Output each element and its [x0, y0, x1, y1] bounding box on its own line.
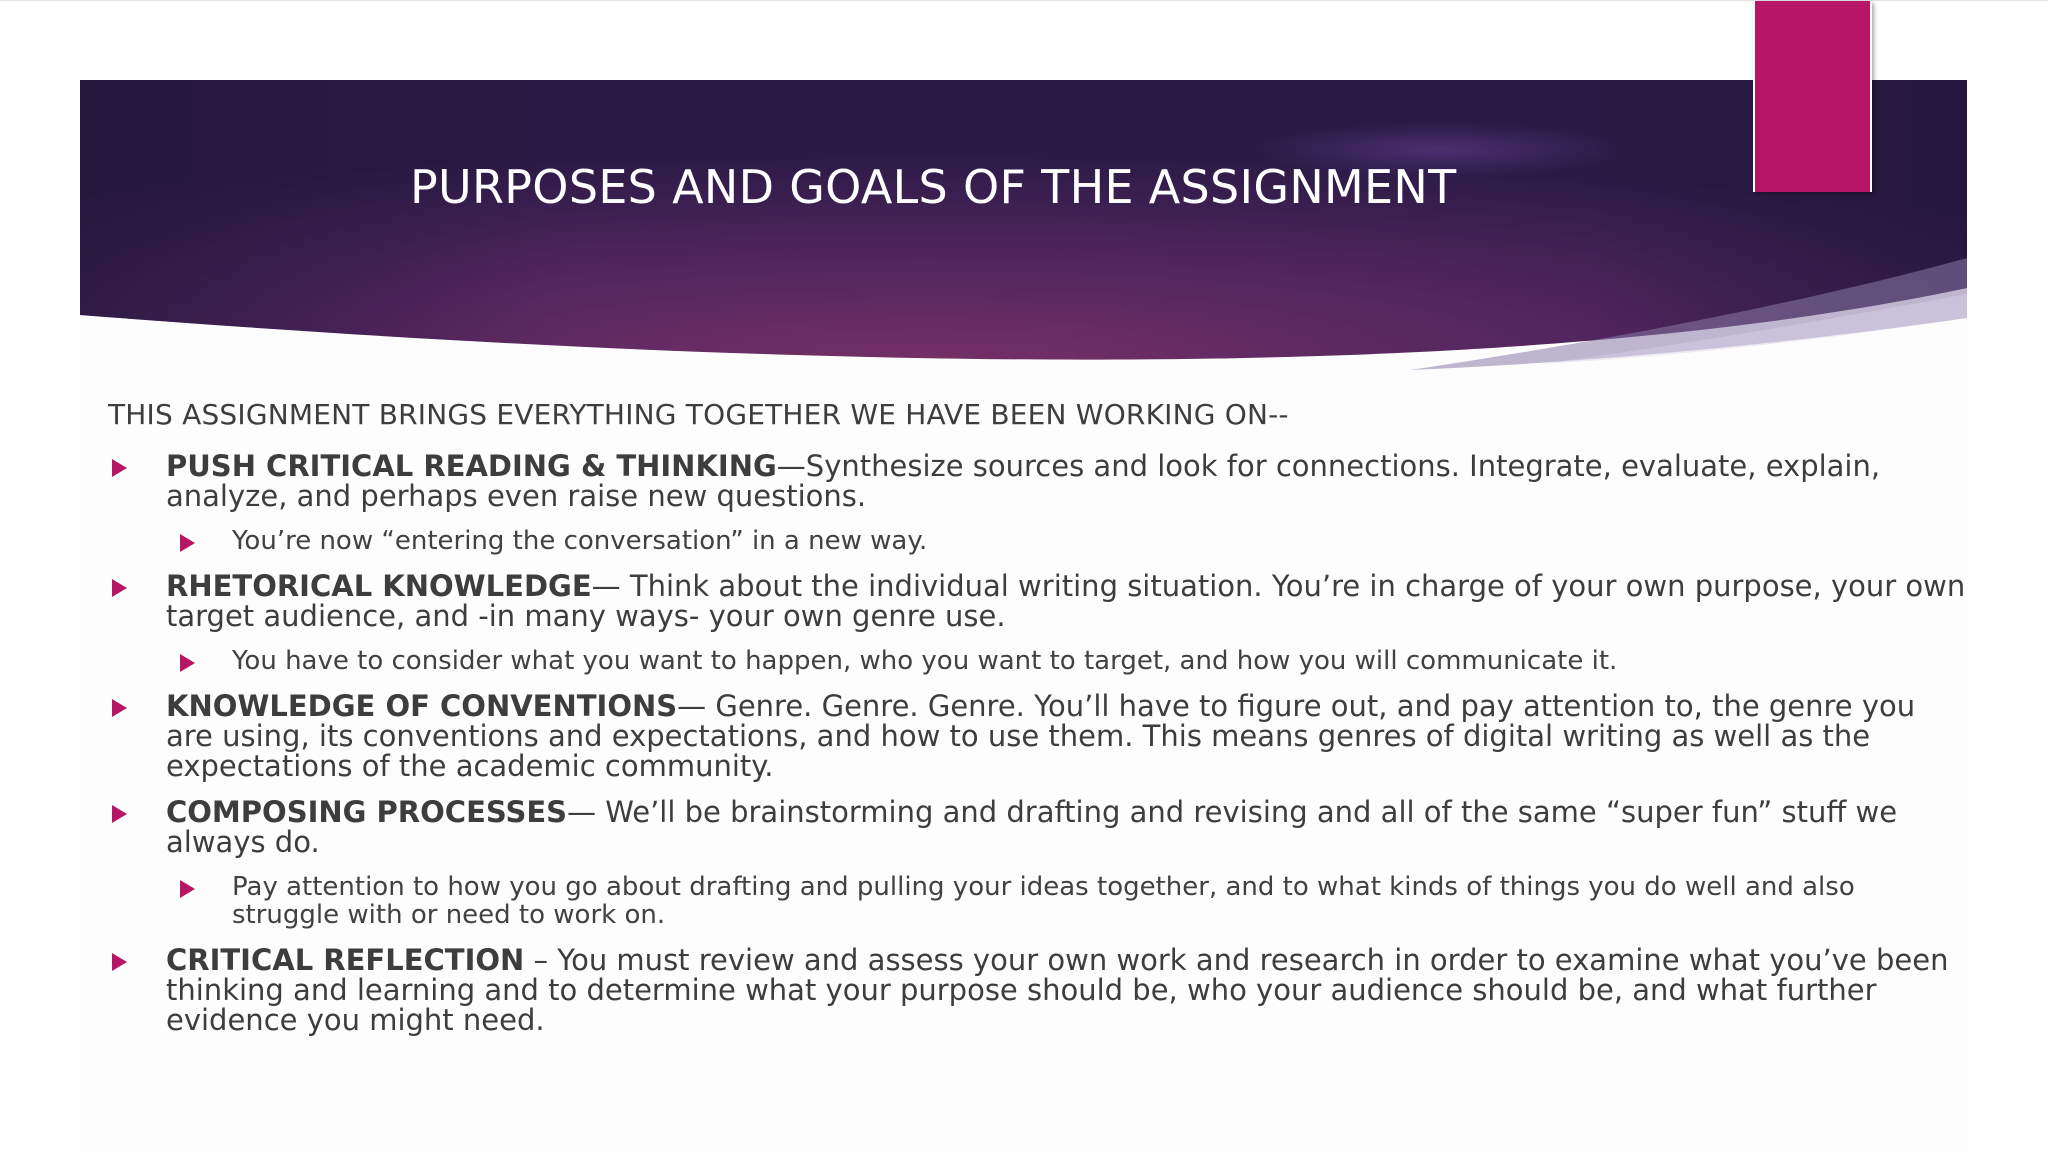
bullet-term: COMPOSING PROCESSES [166, 795, 568, 829]
slide-content [108, 398, 1966, 1051]
sub-bullet-conversation [166, 527, 1966, 555]
intro-line: THIS ASSIGNMENT BRINGS EVERYTHING TOGETHER WE HAVE BEEN WORKING ON-- [108, 398, 1289, 431]
triangle-right-icon [112, 699, 127, 717]
bullet-composing-processes [108, 797, 1968, 857]
bullet-knowledge-of-conventions [108, 691, 1968, 781]
triangle-right-icon [112, 953, 127, 971]
bullet-text: – You must review and assess your own work and research in order to examine what you’ve been thinking and learning and to determine what your purpose should be, who your audience should be, and what further evidence you might need. [166, 943, 1949, 1037]
bullet-text: — We’ll be brainstorming and drafting and revising and all of the same “super fun” stuff we always do. [166, 795, 1898, 859]
triangle-right-icon [180, 534, 195, 552]
triangle-right-icon [112, 805, 127, 823]
bullet-term: KNOWLEDGE OF CONVENTIONS [166, 689, 678, 723]
bullet-term: RHETORICAL KNOWLEDGE [166, 569, 592, 603]
triangle-right-icon [180, 880, 195, 898]
bullet-critical-reading [108, 451, 1968, 511]
sub-bullet-text: You have to consider what you want to happen, who you want to target, and how you will communicate it. [232, 646, 1618, 676]
triangle-right-icon [180, 654, 195, 672]
bullet-text: — Genre. Genre. Genre. You’ll have to figure out, and pay attention to, the genre you are using, its conventions and expectations, and how to use them. This means genres of digital writing as well as the expectations of the academic community. [166, 689, 1916, 783]
header-banner [80, 80, 1967, 380]
sub-bullet-drafting [166, 873, 1966, 929]
bullet-term: PUSH CRITICAL READING & THINKING [166, 449, 777, 483]
sub-bullet-consider [166, 647, 1966, 675]
bullet-term: CRITICAL REFLECTION [166, 943, 525, 977]
triangle-right-icon [112, 459, 127, 477]
accent-tab [1753, 1, 1872, 192]
bullet-critical-reflection [108, 945, 1968, 1035]
bullet-rhetorical-knowledge [108, 571, 1968, 631]
triangle-right-icon [112, 579, 127, 597]
bullet-text: — Think about the individual writing situation. You’re in charge of your own purpose, your own target audience, and -in many ways- your own genre use. [166, 569, 1966, 633]
sub-bullet-text: Pay attention to how you go about drafting and pulling your ideas together, and to what kinds of things you do well and also struggle with or need to work on. [232, 872, 1855, 930]
sub-bullet-text: You’re now “entering the conversation” in a new way. [232, 526, 928, 556]
bullet-text: —Synthesize sources and look for connections. Integrate, evaluate, explain, analyze, and perhaps even raise new questions. [166, 449, 1881, 513]
slide-title: PURPOSES AND GOALS OF THE ASSIGNMENT [410, 160, 1457, 214]
